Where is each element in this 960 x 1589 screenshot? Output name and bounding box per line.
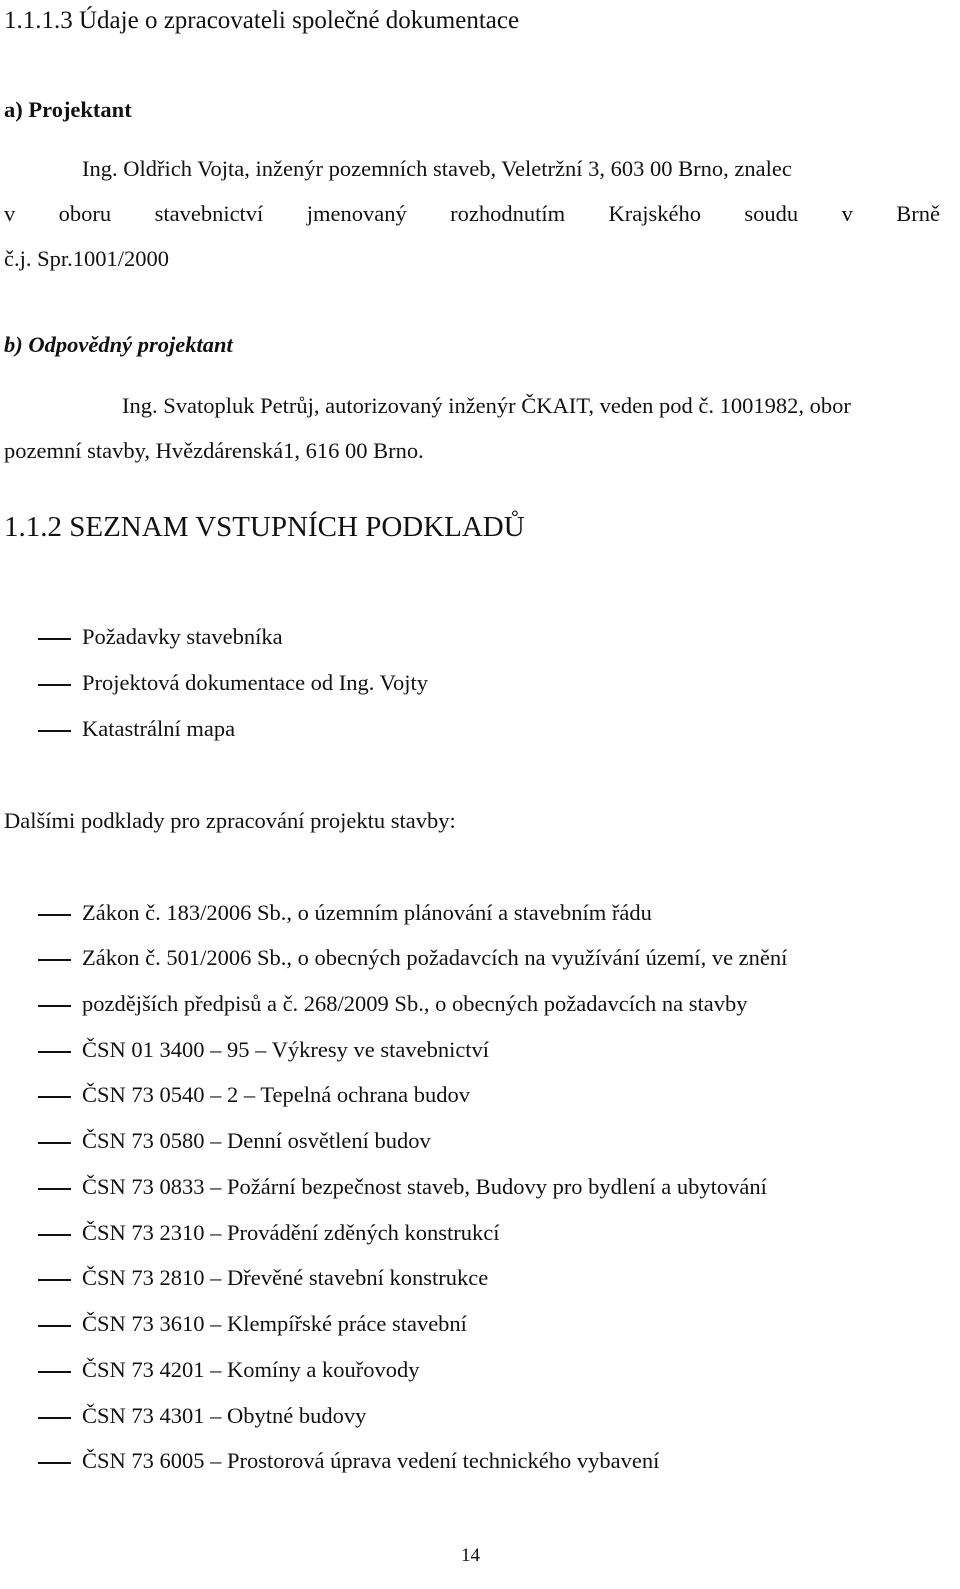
list-item xyxy=(0,1267,960,1293)
list-item-text: pozdějších předpisů a č. 268/2009 Sb., o obecných požadavcích na stavby xyxy=(82,991,748,1016)
list-item xyxy=(0,1313,960,1339)
dash-bullet xyxy=(38,1325,71,1327)
list-item-text: ČSN 73 3610 – Klempířské práce stavební xyxy=(82,1311,467,1336)
section-heading-1-1-1-3: 1.1.1.3 Údaje o zpracovateli společné dokumentace xyxy=(4,7,520,34)
dash-bullet xyxy=(38,1234,71,1236)
dash-bullet xyxy=(38,1096,71,1098)
further-sources-intro: Dalšími podklady pro zpracování projektu stavby: xyxy=(4,808,456,833)
list-item-text: Katastrální mapa xyxy=(82,716,236,741)
dash-bullet xyxy=(38,638,71,640)
list-item-text: ČSN 73 0833 – Požární bezpečnost staveb, Budovy pro bydlení a ubytování xyxy=(82,1174,767,1199)
list-item xyxy=(0,718,960,744)
projektant-line-2: v oboru stavebnictví jmenovaný rozhodnutím Krajského soudu v Brně xyxy=(4,201,940,226)
list-item xyxy=(0,1084,960,1110)
list-item-text: ČSN 73 2310 – Provádění zděných konstrukcí xyxy=(82,1220,500,1245)
list-item xyxy=(0,672,960,698)
odpovedny-projektant-line-1: Ing. Svatopluk Petrůj, autorizovaný inženýr ČKAIT, veden pod č. 1001982, obor xyxy=(122,393,851,418)
dash-bullet xyxy=(38,1417,71,1419)
list-item xyxy=(0,1405,960,1431)
list-item xyxy=(0,902,960,928)
dash-bullet xyxy=(38,914,71,916)
projektant-line-3: č.j. Spr.1001/2000 xyxy=(4,246,170,271)
dash-bullet xyxy=(38,1462,71,1464)
list-item-text: ČSN 73 6005 – Prostorová úprava vedení technického vybavení xyxy=(82,1448,660,1473)
list-item xyxy=(0,1039,960,1065)
section-heading-1-1-2: 1.1.2 SEZNAM VSTUPNÍCH PODKLADŮ xyxy=(4,511,525,543)
dash-bullet xyxy=(38,684,71,686)
dash-bullet xyxy=(38,959,71,961)
list-item-text: ČSN 01 3400 – 95 – Výkresy ve stavebnictví xyxy=(82,1037,490,1062)
list-item-text: Zákon č. 501/2006 Sb., o obecných požadavcích na využívání území, ve znění xyxy=(82,945,788,970)
list-item xyxy=(0,947,960,973)
dash-bullet xyxy=(38,1188,71,1190)
odpovedny-projektant-line-2: pozemní stavby, Hvězdárenská1, 616 00 Brno. xyxy=(4,438,424,463)
subheading-projektant: a) Projektant xyxy=(4,97,132,122)
list-item-text: ČSN 73 4301 – Obytné budovy xyxy=(82,1403,367,1428)
list-item-text: Projektová dokumentace od Ing. Vojty xyxy=(82,670,428,695)
list-item xyxy=(0,1450,960,1476)
dash-bullet xyxy=(38,1279,71,1281)
dash-bullet xyxy=(38,1142,71,1144)
projektant-line-1: Ing. Oldřich Vojta, inženýr pozemních staveb, Veletržní 3, 603 00 Brno, znalec xyxy=(82,156,792,181)
dash-bullet xyxy=(38,1005,71,1007)
list-item xyxy=(0,993,960,1019)
list-item xyxy=(0,626,960,652)
list-item-text: Požadavky stavebníka xyxy=(82,624,283,649)
list-item-text: ČSN 73 0540 – 2 – Tepelná ochrana budov xyxy=(82,1082,470,1107)
subheading-odpovedny-projektant: b) Odpovědný projektant xyxy=(4,332,233,357)
list-item xyxy=(0,1359,960,1385)
list-item xyxy=(0,1176,960,1202)
list-item xyxy=(0,1130,960,1156)
list-item-text: ČSN 73 0580 – Denní osvětlení budov xyxy=(82,1128,431,1153)
list-item xyxy=(0,1222,960,1248)
dash-bullet xyxy=(38,1371,71,1373)
dash-bullet xyxy=(38,1051,71,1053)
list-item-text: Zákon č. 183/2006 Sb., o územním plánování a stavebním řádu xyxy=(82,900,652,925)
list-item-text: ČSN 73 2810 – Dřevěné stavební konstrukce xyxy=(82,1265,489,1290)
page-number: 14 xyxy=(461,1545,480,1566)
dash-bullet xyxy=(38,730,71,732)
list-item-text: ČSN 73 4201 – Komíny a kouřovody xyxy=(82,1357,420,1382)
